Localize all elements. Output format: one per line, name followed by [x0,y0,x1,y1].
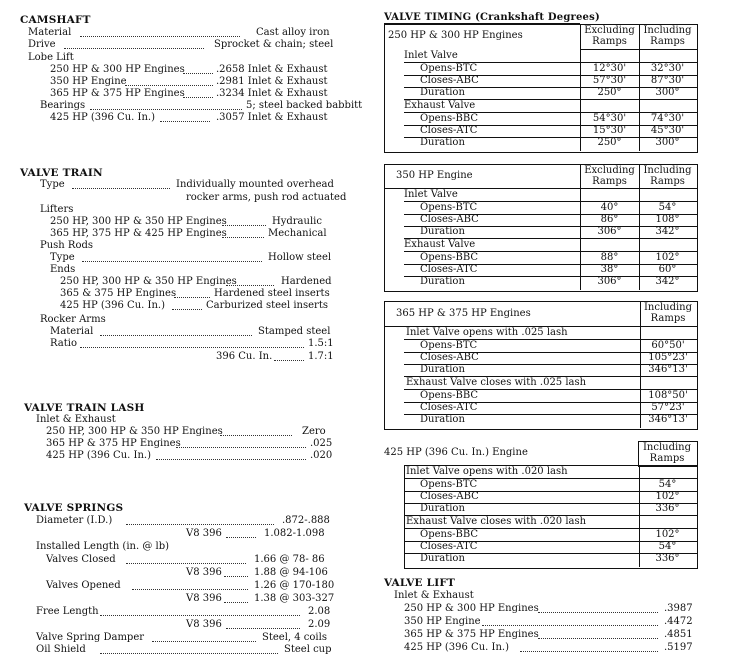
leader [64,48,204,49]
lifters-row-value: Hydraulic [272,216,322,227]
type-value-2: rocker arms, push rod actuated [186,192,347,203]
leader [72,188,170,189]
excluding-value: 38° [600,264,619,275]
ramps-label: Ramps [592,176,627,187]
lift-row-value: .3234 Inlet & Exhaust [216,88,328,99]
including-value: 87°30' [650,75,685,86]
row-label: Closes-ATC [420,541,478,552]
leader [90,109,242,110]
including-value: 45°30' [650,125,685,136]
bearings-label: Bearings [40,100,86,111]
opened-v8-value: 1.38 @ 303-327 [254,593,335,604]
lifters-row-label: 250 HP, 300 HP & 350 HP Engines [50,216,227,227]
leader [220,435,292,436]
lobe-lift-label: Lobe Lift [28,52,74,63]
engine-label: 365 HP & 375 HP Engines [396,308,531,319]
lift-row-label: 250 HP & 300 HP Engines [50,64,185,75]
lift-value: .4472 [664,616,693,627]
ends-row-label: 250 HP, 300 HP & 350 HP Engines [60,276,237,287]
row-label: Opens-BTC [420,340,478,351]
leader [82,261,262,262]
valve-lift-title: VALVE LIFT [384,577,455,589]
leader [226,285,274,286]
pr-type-label: Type [50,252,75,263]
inlet-valve-label: Inlet Valve [404,189,458,200]
row-label: Opens-BBC [420,529,479,540]
material-value: Cast alloy iron [256,27,330,38]
row-label: Opens-BBC [420,390,479,401]
including-value: 57°23' [651,402,685,413]
excluding-value: 40° [600,202,619,213]
excluding-value: 250° [597,87,622,98]
rocker-label: Rocker Arms [40,314,106,325]
closed-label: Valves Closed [46,554,116,565]
including-value: 102° [655,529,680,540]
leader [224,576,248,577]
including-value: 300° [655,137,680,148]
ramps-label: Ramps [649,453,685,464]
ra-ratio-label: Ratio [50,338,77,349]
lift-value: .5197 [664,642,693,653]
leader [132,589,248,590]
including-value: 346°13' [648,364,688,375]
valve-lift-sub: Inlet & Exhaust [394,590,474,601]
lift-row-value: .2981 Inlet & Exhaust [216,76,328,87]
camshaft-title: CAMSHAFT [20,14,91,26]
exhaust-valve-label: Exhaust Valve closes with .025 lash [406,377,587,388]
leader [174,297,210,298]
excluding-value: 12°30' [592,63,627,74]
lifters-row-label: 365 HP, 375 HP & 425 HP Engines [50,228,227,239]
inlet-valve-label: Inlet Valve opens with .025 lash [406,327,568,338]
bearings-value: 5; steel backed babbitt [246,100,363,111]
drive-value: Sprocket & chain; steel [214,39,334,50]
exhaust-valve-label: Exhaust Valve closes with .020 lash [406,516,587,527]
free-v8-value: 2.09 [308,619,331,630]
exhaust-valve-label: Exhaust Valve [404,100,476,111]
closed-v8-label: V8 396 [186,567,222,578]
damper-label: Valve Spring Damper [36,632,145,643]
row-label: Duration [420,137,465,148]
lift-label: 350 HP Engine [404,616,481,627]
excluding-label: Excluding [584,25,635,36]
lift-row-label: 365 HP & 375 HP Engines [50,88,185,99]
lash-row-label: 425 HP (396 Cu. In.) [46,450,151,461]
including-value: 108° [655,214,680,225]
timing-title: VALVE TIMING (Crankshaft Degrees) [384,12,600,23]
ends-row-value: Hardened [281,276,332,287]
row-label: Opens-BBC [420,113,479,124]
including-value: 336° [655,553,680,564]
row-label: Duration [420,87,465,98]
including-value: 342° [655,276,680,287]
row-label: Duration [420,276,465,287]
including-label: Including [643,302,693,313]
including-value: 54° [658,202,677,213]
leader [222,225,266,226]
valve-train-title: VALVE TRAIN [20,167,103,179]
row-label: Opens-BTC [420,479,478,490]
excluding-value: 15°30' [592,125,627,136]
row-label: Duration [420,364,465,375]
hp425-value: .3057 Inlet & Exhaust [216,112,328,123]
lifters-row-value: Mechanical [268,228,327,239]
including-value: 74°30' [650,113,685,124]
leader [183,97,213,98]
ra-396-label: 396 Cu. In. [216,351,273,362]
leader [520,651,658,652]
exhaust-valve-label: Exhaust Valve [404,239,476,250]
leader [126,563,246,564]
ramps-label: Ramps [592,36,627,47]
springs-title: VALVE SPRINGS [24,502,124,514]
ends-row-label: 365 & 375 HP Engines [60,288,177,299]
ends-row-value: Carburized steel inserts [206,300,328,311]
drive-label: Drive [28,39,56,50]
lash-row-value: Zero [302,426,326,437]
leader [222,237,264,238]
lift-label: 425 HP (396 Cu. In.) [404,642,509,653]
ra-396-value: 1.7:1 [308,351,334,362]
row-label: Opens-BTC [420,202,478,213]
free-label: Free Length [36,606,99,617]
including-value: 60°50' [651,340,685,351]
closed-value: 1.66 @ 78- 86 [254,554,325,565]
including-value: 54° [658,479,677,490]
leader [224,602,248,603]
including-value: 54° [658,541,677,552]
leader [80,36,240,37]
including-label: Including [643,165,692,176]
leader [172,309,202,310]
lash-row-value: .020 [310,450,333,461]
leader [160,121,210,122]
row-label: Duration [420,503,465,514]
lash-row-label: 250 HP, 300 HP & 350 HP Engines [46,426,223,437]
leader [125,85,213,86]
leader [80,347,304,348]
leader [538,612,658,613]
row-label: Closes-ATC [420,402,478,413]
type-value-1: Individually mounted overhead [176,179,334,190]
excluding-value: 250° [597,137,622,148]
leader [482,625,658,626]
lash-sub: Inlet & Exhaust [36,414,116,425]
engine-label: 425 HP (396 Cu. In.) Engine [384,447,528,458]
leader [226,628,300,629]
ends-row-label: 425 HP (396 Cu. In.) [60,300,165,311]
hp425-label: 425 HP (396 Cu. In.) [50,112,155,123]
inlet-valve-label: Inlet Valve opens with .020 lash [406,466,568,477]
excluding-value: 306° [597,276,622,287]
leader [100,335,252,336]
engine-label: 350 HP Engine [396,170,473,181]
including-label: Including [643,25,692,36]
lash-row-label: 365 HP & 375 HP Engines [46,438,181,449]
excluding-value: 88° [600,252,619,263]
opened-label: Valves Opened [46,580,121,591]
ra-ratio-value: 1.5:1 [308,338,334,349]
row-label: Duration [420,226,465,237]
ra-material-value: Stamped steel [258,326,331,337]
installed-label: Installed Length (in. @ lb) [36,541,170,552]
row-label: Closes-ABC [420,352,479,363]
including-value: 346°13' [648,414,688,425]
leader [126,524,274,525]
ramps-label: Ramps [650,176,685,187]
including-value: 102° [655,252,680,263]
type-label: Type [40,179,65,190]
leader [226,537,256,538]
excluding-value: 57°30' [592,75,627,86]
leader [538,638,658,639]
excluding-label: Excluding [584,165,635,176]
excluding-value: 306° [597,226,622,237]
including-value: 300° [655,87,680,98]
lash-row-value: .025 [310,438,333,449]
including-value: 102° [655,491,680,502]
row-label: Opens-BTC [420,63,478,74]
lift-value: .3987 [664,603,693,614]
lift-value: .4851 [664,629,693,640]
push-rods-label: Push Rods [40,240,94,251]
row-label: Closes-ABC [420,491,479,502]
opened-v8-label: V8 396 [186,593,222,604]
leader [183,73,213,74]
row-label: Opens-BBC [420,252,479,263]
lifters-label: Lifters [40,204,74,215]
row-label: Duration [420,414,465,425]
leader [100,653,278,654]
opened-value: 1.26 @ 170-180 [254,580,335,591]
row-label: Closes-ATC [420,125,478,136]
including-label: Including [642,442,692,453]
leader [152,641,256,642]
row-label: Closes-ABC [420,75,479,86]
shield-value: Steel cup [284,644,332,655]
inlet-valve-label: Inlet Valve [404,50,458,61]
ends-label: Ends [50,264,76,275]
including-value: 60° [658,264,677,275]
ends-row-value: Hardened steel inserts [214,288,330,299]
diam-v8-value: 1.082-1.098 [264,528,325,539]
lift-row-value: .2658 Inlet & Exhaust [216,64,328,75]
row-label: Closes-ABC [420,214,479,225]
diam-value: .872-.888 [282,515,330,526]
free-v8-label: V8 396 [186,619,222,630]
leader [156,459,306,460]
excluding-value: 86° [600,214,619,225]
diam-v8-label: V8 396 [186,528,222,539]
including-value: 108°50' [648,390,688,401]
excluding-value: 54°30' [592,113,627,124]
row-label: Duration [420,553,465,564]
ra-material-label: Material [50,326,94,337]
shield-label: Oil Shield [36,644,86,655]
including-value: 32°30' [650,63,685,74]
row-divider [580,49,697,50]
lift-label: 250 HP & 300 HP Engines [404,603,539,614]
diam-label: Diameter (I.D.) [36,515,113,526]
pr-type-value: Hollow steel [268,252,332,263]
including-value: 105°23' [648,352,688,363]
engine-label: 250 HP & 300 HP Engines [388,30,523,41]
including-value: 342° [655,226,680,237]
damper-value: Steel, 4 coils [262,632,327,643]
ramps-label: Ramps [650,36,685,47]
lift-label: 365 HP & 375 HP Engines [404,629,539,640]
row-label: Closes-ATC [420,264,478,275]
free-value: 2.08 [308,606,331,617]
leader [176,447,306,448]
material-label: Material [28,27,72,38]
leader [100,615,300,616]
lift-row-label: 350 HP Engine [50,76,127,87]
closed-v8-value: 1.88 @ 94-106 [254,567,328,578]
including-value: 336° [655,503,680,514]
lash-title: VALVE TRAIN LASH [24,402,145,414]
leader [274,360,304,361]
ramps-label: Ramps [650,313,686,324]
